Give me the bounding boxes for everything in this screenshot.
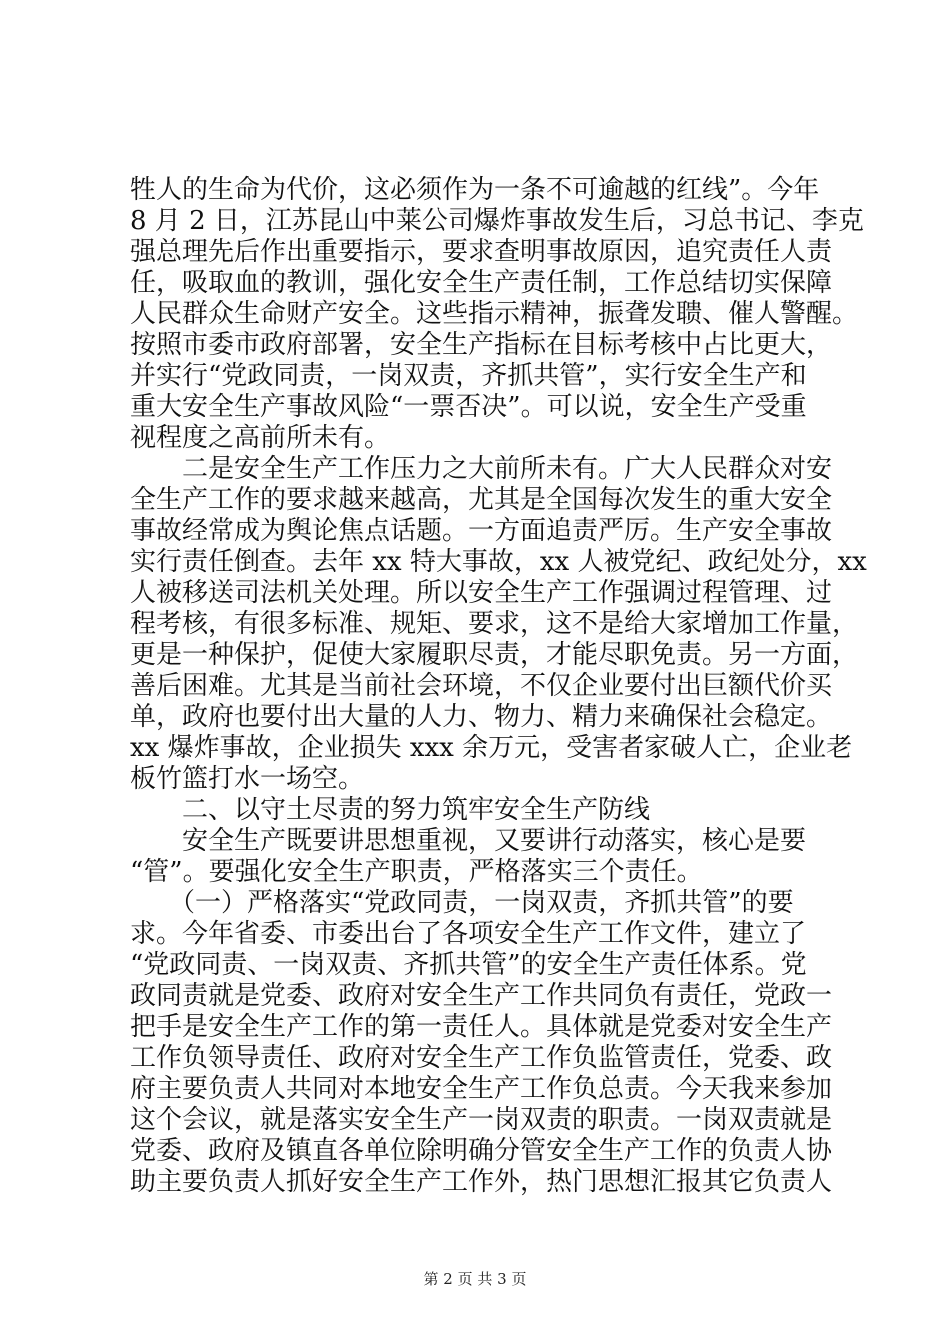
text-line: 更是一种保护，促使大家履职尽责，才能尽职免责。另一方面，: [130, 640, 859, 670]
text-line: 人被移送司法机关处理。所以安全生产工作强调过程管理、过: [130, 578, 833, 608]
text-line: 府主要负责人共同对本地安全生产工作负总责。今天我来参加: [130, 1074, 833, 1104]
text-line: 求。今年省委、市委出台了各项安全生产工作文件，建立了: [130, 919, 807, 949]
text-line: 视程度之高前所未有。: [130, 423, 391, 453]
text-line: 党委、政府及镇直各单位除明确分管安全生产工作的负责人协: [130, 1136, 833, 1166]
text-line: “党政同责、一岗双责、齐抓共管”的安全生产责任体系。党: [130, 950, 807, 980]
text-line: 助主要负责人抓好安全生产工作外，热门思想汇报其它负责人: [130, 1167, 833, 1197]
text-line: 并实行“党政同责，一岗双责，齐抓共管”，实行安全生产和: [130, 361, 807, 391]
page-footer: 第 2 页 共 3 页: [423, 1270, 527, 1288]
text-line: xx 爆炸事故，企业损失 xxx 余万元，受害者家破人亡，企业老: [130, 733, 853, 763]
text-line: 安全生产既要讲思想重视，又要讲行动落实，核心是要: [130, 826, 807, 856]
text-line: 8 月 2 日，江苏昆山中莱公司爆炸事故发生后，习总书记、李克: [130, 206, 864, 236]
text-line: 按照市委市政府部署，安全生产指标在目标考核中占比更大，: [130, 330, 833, 360]
text-line: “管”。要强化安全生产职责，严格落实三个责任。: [130, 857, 703, 887]
text-line: 事故经常成为舆论焦点话题。一方面追责严厉。生产安全事故: [130, 516, 833, 546]
text-line: 这个会议，就是落实安全生产一岗双责的职责。一岗双责就是: [130, 1105, 833, 1135]
document-body: [130, 175, 867, 1198]
text-line: 全生产工作的要求越来越高，尤其是全国每次发生的重大安全: [130, 485, 833, 515]
text-line: 政同责就是党委、政府对安全生产工作共同负有责任，党政一: [130, 981, 833, 1011]
text-line: 单，政府也要付出大量的人力、物力、精力来确保社会稳定。: [130, 702, 833, 732]
text-line: 实行责任倒查。去年 xx 特大事故，xx 人被党纪、政纪处分，xx: [130, 547, 867, 577]
text-line: 工作负领导责任、政府对安全生产工作负监管责任，党委、政: [130, 1043, 833, 1073]
text-line: 牲人的生命为代价，这必须作为一条不可逾越的红线”。今年: [130, 175, 820, 205]
text-line: 任，吸取血的教训，强化安全生产责任制，工作总结切实保障: [130, 268, 833, 298]
text-line: 板竹篮打水一场空。: [130, 764, 365, 794]
text-line: 二是安全生产工作压力之大前所未有。广大人民群众对安: [130, 454, 833, 484]
text-line: 重大安全生产事故风险“一票否决”。可以说，安全生产受重: [130, 392, 807, 422]
text-line: 二、以守土尽责的努力筑牢安全生产防线: [130, 795, 651, 825]
text-line: 把手是安全生产工作的第一责任人。具体就是党委对安全生产: [130, 1012, 833, 1042]
text-line: （一）严格落实“党政同责，一岗双责，齐抓共管”的要: [130, 888, 794, 918]
text-line: 人民群众生命财产安全。这些指示精神，振聋发聩、催人警醒。: [130, 299, 859, 329]
text-line: 善后困难。尤其是当前社会环境，不仅企业要付出巨额代价买: [130, 671, 833, 701]
text-line: 强总理先后作出重要指示，要求查明事故原因，追究责任人责: [130, 237, 833, 267]
text-line: 程考核，有很多标准、规矩、要求，这不是给大家增加工作量，: [130, 609, 859, 639]
